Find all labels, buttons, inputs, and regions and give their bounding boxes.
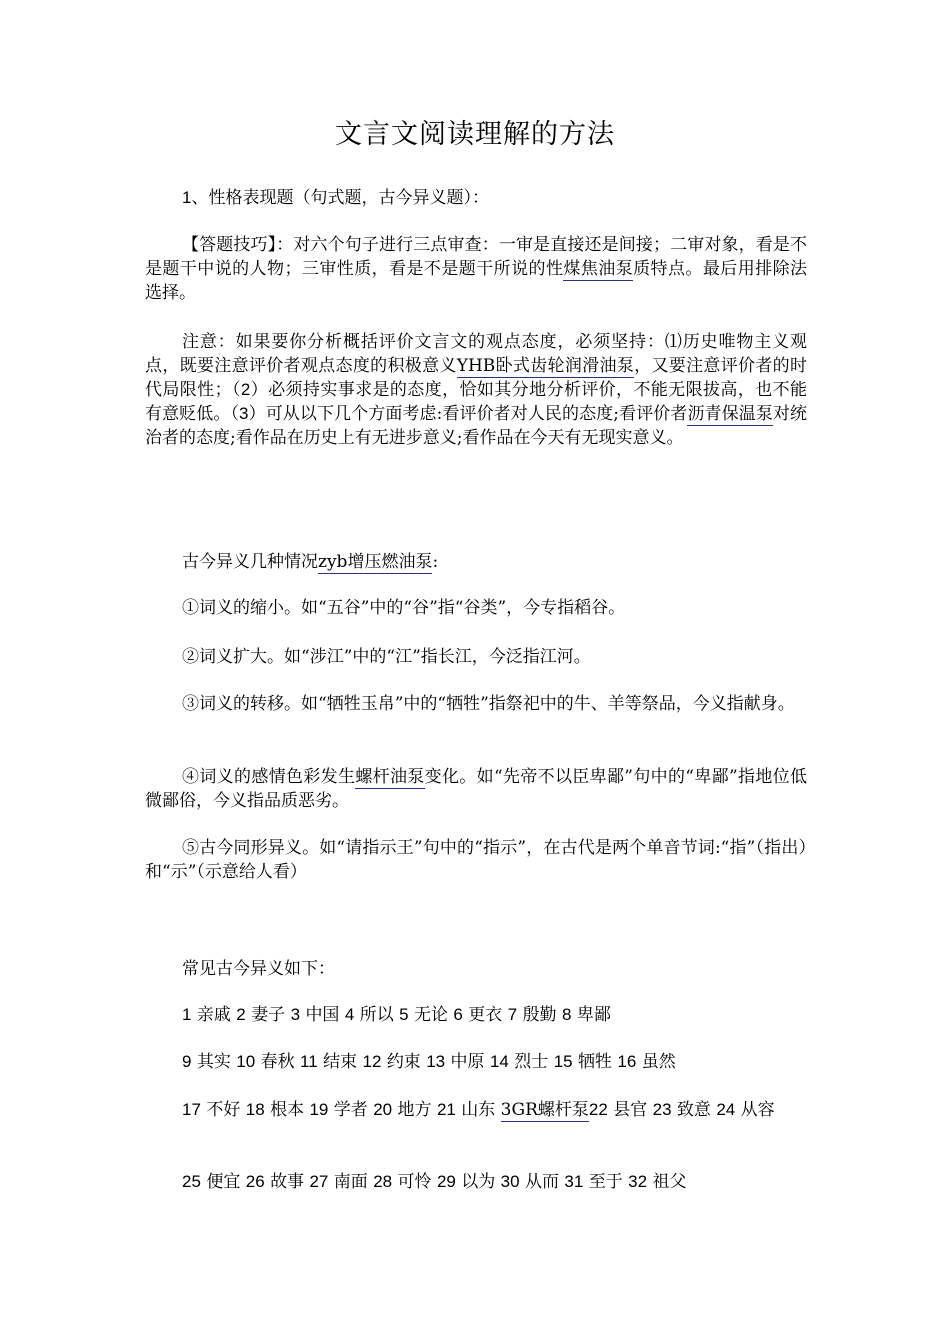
word-number: 15 (553, 1052, 573, 1071)
attention-number-2: 2 (240, 380, 251, 399)
word-number: 25 (182, 1172, 201, 1191)
page-title: 文言文阅读理解的方法 (335, 119, 615, 150)
word-number: 10 (236, 1052, 256, 1071)
word-term: 祖父 (652, 1172, 687, 1192)
word-list-line-2 (145, 1050, 807, 1074)
word-term: 学者 (333, 1100, 368, 1120)
word-term: 致意 (676, 1100, 711, 1120)
link-asphalt-pump[interactable]: 沥青保温泵 (687, 404, 773, 424)
word-term: 牺牲 (578, 1052, 613, 1072)
word-term: 妻子 (251, 1005, 286, 1025)
word-term: 春秋 (260, 1052, 295, 1072)
case-narrowing: ①词义的缩小。如“五谷”中的“谷”指“谷类”，今专指稻谷。 (182, 598, 626, 618)
link-screw-oil-pump[interactable]: 螺杆油泵 (355, 767, 425, 787)
section-heading-1 (145, 186, 807, 210)
word-number: 26 (245, 1172, 265, 1191)
word-term: 南面 (333, 1172, 368, 1192)
word-term: 至于 (588, 1172, 623, 1192)
word-term: 中国 (305, 1005, 340, 1025)
common-list-heading: 常见古今异义如下： (182, 959, 335, 979)
attention-text-c: ）必须持实事求是的态度，恰如其分地分析评价，不能无限拔高，也不能有意贬低。（ (145, 380, 808, 424)
case-shifting: ③词义的转移。如“牺牲玉帛”中的“牺牲”指祭祀中的牛、羊等祭品，今义指献身。 (182, 694, 795, 714)
case-emotional-text-a: ④词义的感情色彩发生 (182, 767, 356, 787)
word-term: 从容 (740, 1100, 775, 1120)
attention-text-a: 注意：如果要你分析概括评价文言文的观点态度，必须坚持：⑴历史唯物主义观点，既要注意评价者观点态度的积极意义 (145, 332, 807, 376)
word-number: 14 (489, 1052, 509, 1071)
word-term: 殷勤 (522, 1005, 557, 1025)
word-number: 24 (716, 1100, 736, 1119)
word-term: 便宜 (206, 1172, 241, 1192)
word-list-line-3 (145, 1098, 807, 1122)
word-term: 故事 (270, 1172, 305, 1192)
word-number: 23 (652, 1100, 672, 1119)
word-term: 中原 (450, 1052, 485, 1072)
word-term: 从而 (525, 1172, 559, 1192)
word-term: 不好 (206, 1100, 241, 1120)
word-term: 卑鄙 (576, 1005, 611, 1025)
word-list-line-1 (145, 1003, 807, 1027)
word-number: 27 (309, 1172, 329, 1191)
word-number: 16 (617, 1052, 637, 1071)
link-3gr-screw-pump[interactable]: 3GR螺杆泵 (500, 1100, 589, 1120)
word-number: 5 (399, 1005, 409, 1024)
word-term: 烈士 (514, 1052, 549, 1072)
attention-text-e: 对统治者的态度;看作品在历史上有无进步意义;看作品在今天有无现实意义。 (145, 404, 808, 448)
word-term: 无论 (414, 1005, 448, 1025)
answer-tips-paragraph (145, 233, 807, 305)
answer-tips-text-a: 【答题技巧】：对六个句子进行三点审查：一审是直接还是间接；二审对象，看是不是题干中说的人物；三审性质，看是不是题干所说的性 (145, 235, 807, 279)
word-number: 21 (436, 1100, 456, 1119)
case-same-form: ⑤古今同形异义。如“请指示王”句中的“指示”，在古代是两个单音节词:“指”（指出）和“示”（示意给人看） (145, 838, 807, 882)
word-number: 28 (373, 1172, 393, 1191)
word-number: 30 (500, 1172, 520, 1191)
link-zyb-fuel-pump[interactable]: zyb增压燃油泵 (318, 552, 433, 572)
section-heading-text: 、性格表现题（句式题，古今异义题）： (191, 188, 489, 208)
word-number: 18 (245, 1100, 265, 1119)
attention-text-b: ，又要注意评价者的时代局限性；（ (145, 356, 808, 400)
word-term: 山东 (461, 1100, 496, 1120)
case-emotional-text-b: 变化。如“先帝不以臣卑鄙”句中的“卑鄙”指地位低微鄙俗，今义指品质恶劣。 (145, 767, 808, 811)
answer-tips-text-b: 质特点。最后用排除法选择。 (145, 259, 808, 303)
case-expanding: ②词义扩大。如“涉江”中的“江”指长江，今泛指江河。 (182, 647, 591, 667)
word-number: 8 (561, 1005, 572, 1024)
word-number: 22 (588, 1100, 608, 1119)
word-number: 4 (344, 1005, 355, 1024)
attention-text-d: ）可从以下几个方面考虑:看评价者对人民的态度;看评价者 (248, 404, 688, 424)
word-number: 20 (373, 1100, 393, 1119)
word-term: 虽然 (641, 1052, 676, 1072)
attention-paragraph (145, 330, 807, 450)
section-number: 1 (182, 188, 192, 207)
case-emotional-color (145, 765, 807, 813)
word-number: 7 (507, 1005, 518, 1024)
ancient-modern-heading-text: 古今异义几种情况 (182, 552, 318, 572)
word-number: 3 (290, 1005, 301, 1024)
word-term: 县官 (613, 1100, 648, 1120)
attention-number-3: 3 (239, 404, 249, 423)
word-number: 2 (236, 1005, 246, 1024)
word-term: 亲戚 (196, 1005, 231, 1025)
word-term: 以为 (461, 1172, 496, 1192)
word-term: 地方 (397, 1100, 432, 1120)
ancient-modern-heading-colon: : (432, 552, 439, 572)
word-term: 可怜 (397, 1172, 432, 1192)
ancient-modern-heading (145, 550, 807, 574)
word-number: 19 (309, 1100, 329, 1119)
word-term: 约束 (386, 1052, 421, 1072)
word-number: 9 (182, 1052, 192, 1071)
word-list-line-4 (145, 1170, 807, 1194)
link-coal-tar-pump[interactable]: 煤焦油泵 (563, 259, 634, 279)
word-number: 12 (362, 1052, 382, 1071)
word-term: 所以 (359, 1005, 394, 1025)
word-term: 更衣 (468, 1005, 503, 1025)
word-number: 13 (426, 1052, 446, 1071)
word-number: 29 (436, 1172, 456, 1191)
word-term: 根本 (270, 1100, 305, 1120)
link-yhb-gear-pump[interactable]: YHB卧式齿轮润滑油泵 (456, 356, 635, 376)
word-number: 17 (182, 1100, 201, 1119)
word-number: 6 (453, 1005, 463, 1024)
word-number: 31 (564, 1172, 584, 1191)
word-term: 其实 (196, 1052, 231, 1072)
word-number: 11 (300, 1052, 318, 1071)
word-term: 结束 (323, 1052, 358, 1072)
word-number: 1 (182, 1005, 192, 1024)
word-number: 32 (628, 1172, 648, 1191)
